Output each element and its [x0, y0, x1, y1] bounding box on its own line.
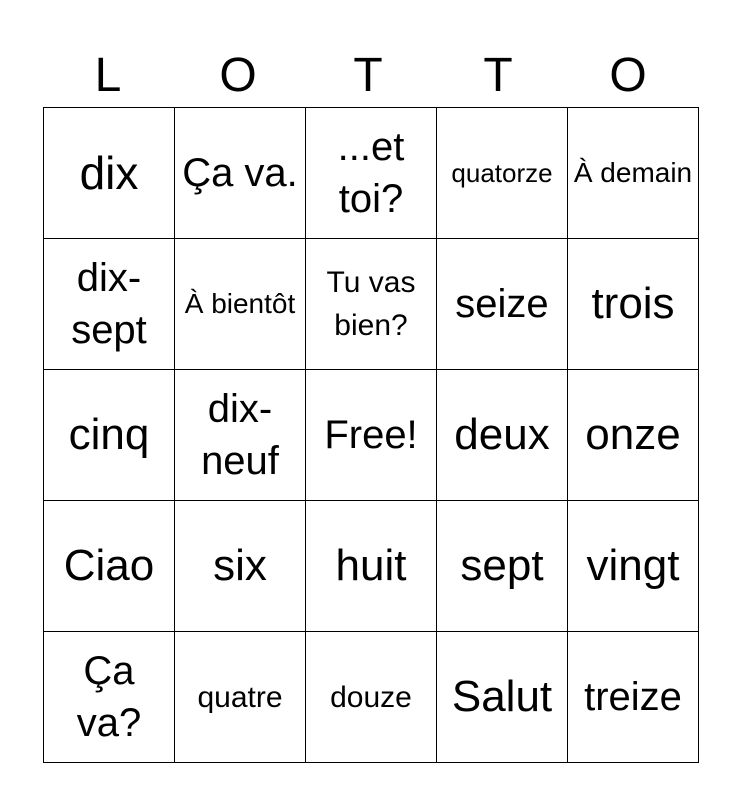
board-cell[interactable]	[44, 501, 175, 632]
cell-label: sept	[460, 541, 544, 591]
cell-label: six	[213, 541, 267, 591]
board-row	[44, 239, 699, 370]
board-cell[interactable]	[175, 108, 306, 239]
cell-label: Ciao	[63, 541, 155, 591]
cell-label: deux	[454, 410, 550, 460]
cell-label: ...et toi?	[337, 125, 405, 221]
cell-label: treize	[584, 675, 682, 719]
cell-label: À bientôt	[184, 287, 296, 319]
lotto-board	[43, 107, 699, 763]
board-row	[44, 501, 699, 632]
board-row	[44, 370, 699, 501]
cell-label: vingt	[586, 541, 680, 591]
board-cell[interactable]	[437, 108, 568, 239]
free-space-cell[interactable]	[306, 370, 437, 501]
cell-label: dix-neuf	[201, 387, 279, 483]
board-cell[interactable]	[568, 108, 699, 239]
cell-label: Tu vas bien?	[326, 265, 416, 342]
cell-label: Ça va.	[182, 151, 298, 195]
board-cell[interactable]	[306, 108, 437, 239]
board-cell[interactable]	[175, 239, 306, 370]
cell-label: dix-sept	[71, 256, 147, 352]
board-cell[interactable]	[568, 239, 699, 370]
board-cell[interactable]	[568, 632, 699, 763]
cell-label: trois	[591, 279, 675, 329]
cell-label: Ça va?	[76, 649, 142, 745]
board-cell[interactable]	[306, 501, 437, 632]
board-cell[interactable]	[306, 632, 437, 763]
cell-label: douze	[330, 680, 412, 714]
header-letter-l: L	[94, 49, 122, 102]
lotto-header	[43, 48, 693, 104]
cell-label: quatre	[197, 680, 283, 714]
header-letter-t: T	[353, 49, 383, 102]
cell-label: seize	[455, 282, 549, 326]
board-cell[interactable]	[175, 501, 306, 632]
header-letter-t: T	[483, 49, 513, 102]
board-cell[interactable]	[44, 632, 175, 763]
board-cell[interactable]	[44, 370, 175, 501]
cell-label: quatorze	[451, 157, 553, 188]
board-cell[interactable]	[437, 239, 568, 370]
board-cell[interactable]	[175, 632, 306, 763]
free-space-label: Free!	[324, 413, 418, 457]
board-cell[interactable]	[44, 108, 175, 239]
board-cell[interactable]	[44, 239, 175, 370]
header-letter-o: O	[219, 49, 257, 102]
board-cell[interactable]	[306, 239, 437, 370]
cell-label: dix	[79, 146, 139, 199]
cell-label: onze	[585, 410, 681, 460]
board-cell[interactable]	[437, 370, 568, 501]
cell-label: cinq	[68, 410, 150, 460]
board-row	[44, 632, 699, 763]
board-cell[interactable]	[568, 501, 699, 632]
board-row	[44, 108, 699, 239]
board-cell[interactable]	[437, 632, 568, 763]
cell-label: À demain	[573, 157, 693, 189]
cell-label: huit	[335, 541, 407, 591]
cell-label: Salut	[451, 672, 553, 722]
board-cell[interactable]	[568, 370, 699, 501]
board-cell[interactable]	[175, 370, 306, 501]
board-cell[interactable]	[437, 501, 568, 632]
header-letter-o: O	[609, 49, 647, 102]
